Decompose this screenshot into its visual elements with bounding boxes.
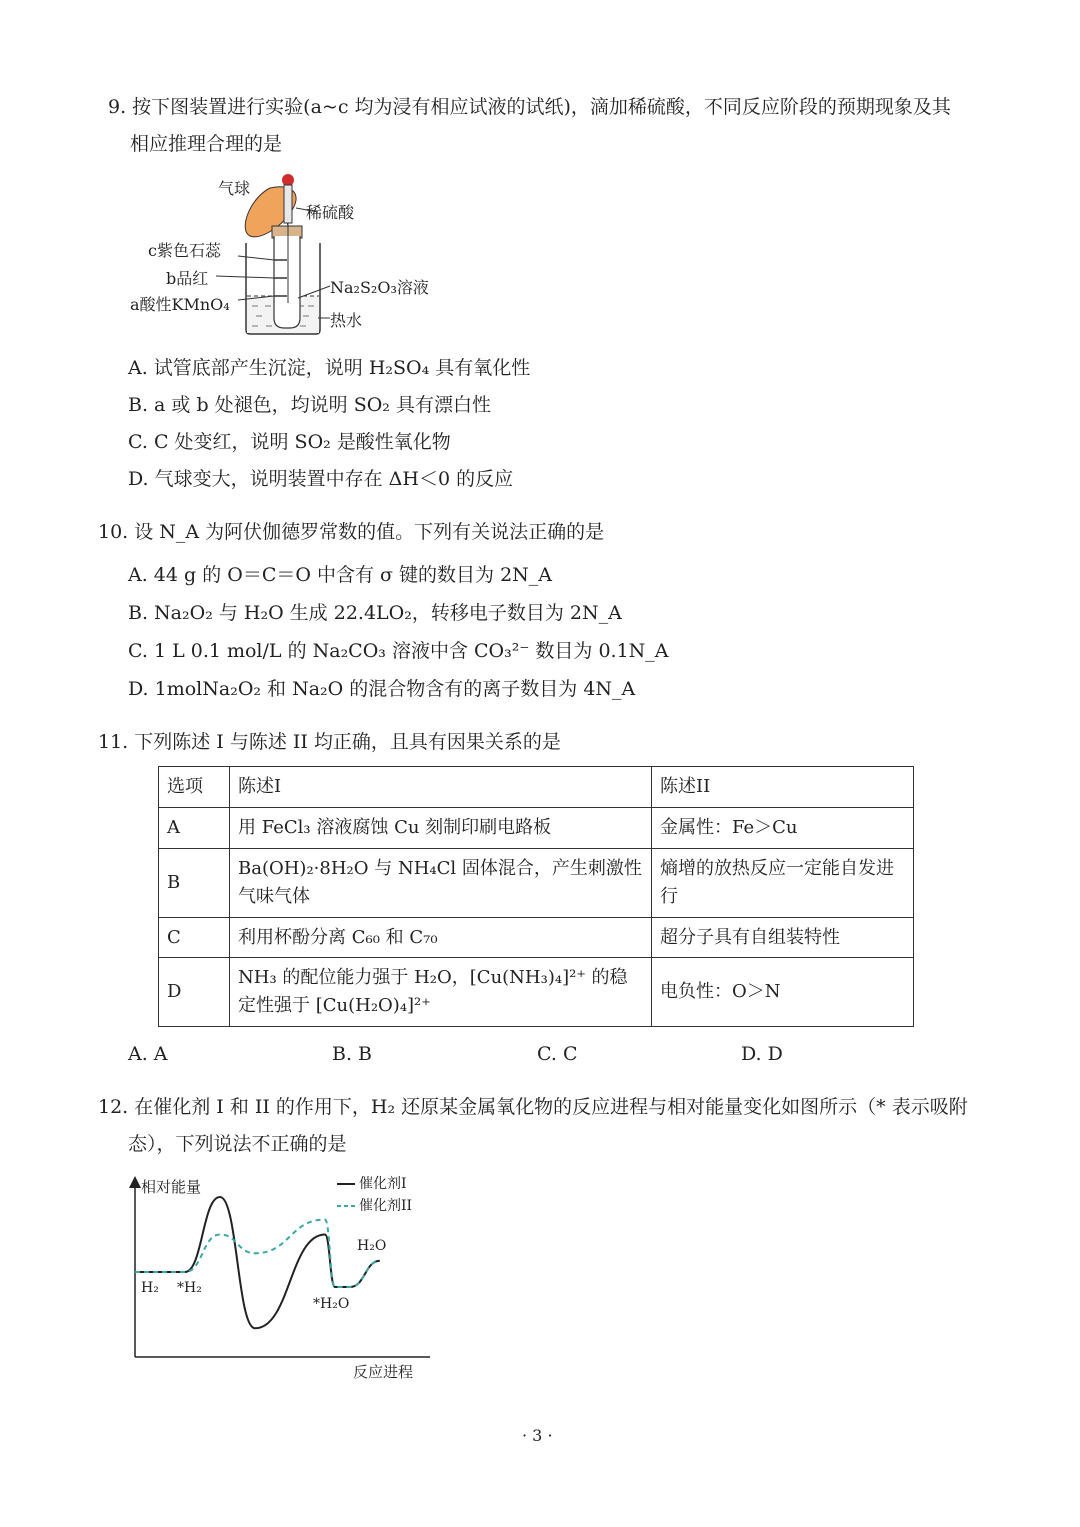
row-statement-2: 超分子具有自组装特性	[652, 917, 914, 958]
q11-stem: 11. 下列陈述 I 与陈述 II 均正确，且具有因果关系的是	[98, 731, 561, 753]
q10-option-d: D. 1molNa₂O₂ 和 Na₂O 的混合物含有的离子数目为 4N_A	[128, 678, 636, 700]
label-balloon: 气球	[218, 179, 251, 198]
legend-catalyst-1: 催化剂I	[359, 1176, 407, 1192]
row-statement-1: 利用杯酚分离 C₆₀ 和 C₇₀	[230, 917, 652, 958]
label-water: 热水	[330, 311, 363, 330]
row-statement-1: 用 FeCl₃ 溶液腐蚀 Cu 刻制印刷电路板	[230, 807, 652, 848]
annotation-h2: H₂	[141, 1280, 159, 1296]
q9-stem: 9. 按下图装置进行实验(a~c 均为浸有相应试液的试纸)，滴加稀硫酸，不同反应阶段的预期现象及其	[108, 96, 951, 118]
table-row	[159, 807, 914, 848]
header-statement-1: 陈述I	[230, 767, 652, 808]
annotation-adsorbed-h2o: *H₂O	[313, 1296, 350, 1312]
q10-option-c: C. 1 L 0.1 mol/L 的 Na₂CO₃ 溶液中含 CO₃²⁻ 数目为 0.1N_A	[128, 640, 669, 662]
table-row	[159, 917, 914, 958]
q9-stem-2: 相应推理合理的是	[130, 133, 283, 155]
q11-choice-b: B. B	[332, 1043, 373, 1065]
label-acid: 稀硫酸	[306, 203, 355, 222]
q9-option-c: C. C 处变红，说明 SO₂ 是酸性氧化物	[128, 431, 451, 453]
row-statement-1: Ba(OH)₂·8H₂O 与 NH₄Cl 固体混合，产生刺激性气味气体	[230, 848, 652, 917]
row-option: A	[159, 807, 230, 848]
legend-catalyst-2: 催化剂II	[359, 1198, 413, 1214]
q9-option-b: B. a 或 b 处褪色，均说明 SO₂ 具有漂白性	[128, 394, 491, 416]
label-c: c紫色石蕊	[148, 241, 221, 260]
row-option: D	[159, 958, 230, 1027]
annotation-adsorbed-h2: *H₂	[177, 1280, 202, 1296]
q10-stem: 10. 设 N_A 为阿伏伽德罗常数的值。下列有关说法正确的是	[98, 521, 605, 543]
header-statement-2: 陈述II	[652, 767, 914, 808]
row-statement-1: NH₃ 的配位能力强于 H₂O，[Cu(NH₃)₄]²⁺ 的稳定性强于 [Cu(H₂O)₄]²⁺	[230, 958, 652, 1027]
label-a: a酸性KMnO₄	[130, 295, 230, 314]
row-statement-2: 熵增的放热反应一定能自发进行	[652, 848, 914, 917]
q10-option-a: A. 44 g 的 O＝C＝O 中含有 σ 键的数目为 2N_A	[128, 564, 553, 586]
table-header-row	[159, 767, 914, 808]
test-tube	[274, 236, 300, 328]
page-number: · 3 ·	[522, 1426, 553, 1445]
label-b: b品红	[166, 269, 209, 288]
q11-choice-d: D. D	[741, 1043, 783, 1065]
dropper-bulb	[282, 174, 294, 186]
q11-choice-a: A. A	[128, 1043, 168, 1065]
q9-option-a: A. 试管底部产生沉淀，说明 H₂SO₄ 具有氧化性	[128, 357, 531, 379]
q9-option-d: D. 气球变大，说明装置中存在 ΔH＜0 的反应	[128, 468, 514, 490]
row-statement-2: 电负性：O＞N	[652, 958, 914, 1027]
row-option: B	[159, 848, 230, 917]
row-statement-2: 金属性：Fe＞Cu	[652, 807, 914, 848]
q12-stem: 12. 在催化剂 I 和 II 的作用下，H₂ 还原某金属氧化物的反应进程与相对能量变化如图所示（* 表示吸附	[98, 1096, 968, 1118]
series-catalyst-2-line	[135, 1220, 380, 1288]
annotation-h2o: H₂O	[357, 1238, 387, 1254]
x-axis-label: 反应进程	[353, 1363, 414, 1381]
energy-diagram-chart	[125, 1172, 445, 1387]
row-option: C	[159, 917, 230, 958]
q10-option-b: B. Na₂O₂ 与 H₂O 生成 22.4LO₂，转移电子数目为 2N_A	[128, 602, 622, 624]
q12-stem-2: 态），下列说法不正确的是	[128, 1133, 347, 1155]
y-axis-label: 相对能量	[141, 1178, 202, 1196]
q11-choice-c: C. C	[537, 1043, 578, 1065]
label-solution: Na₂S₂O₃溶液	[330, 278, 429, 297]
table-row	[159, 848, 914, 917]
q11-table	[158, 766, 914, 1027]
table-row	[159, 958, 914, 1027]
header-option: 选项	[159, 767, 230, 808]
